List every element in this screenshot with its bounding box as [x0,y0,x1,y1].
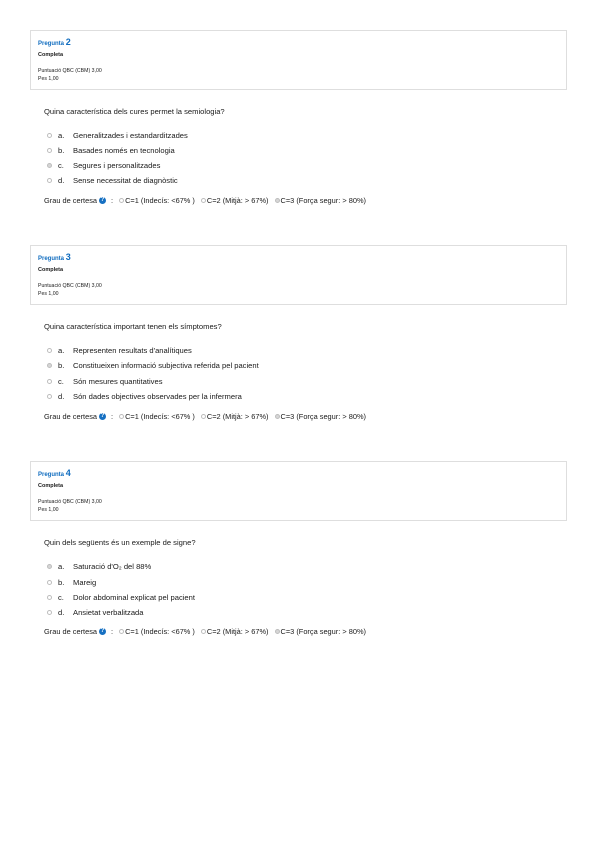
question-state: Completa [38,267,64,273]
question-number-value: 3 [65,252,71,262]
answer-radio-button[interactable] [47,379,52,384]
answer-option[interactable] [47,146,175,156]
answer-letter: d. [58,176,65,185]
answer-option[interactable] [47,361,259,371]
question-number [38,37,71,47]
answer-letter: a. [58,131,65,140]
certainty-option[interactable] [119,412,195,422]
question-label: Pregunta [38,41,65,47]
certainty-separator: : [111,627,114,636]
question-grade-block [38,68,102,83]
certainty-option[interactable] [201,627,269,637]
certainty-separator: : [111,412,114,421]
certainty-option-text: C=2 (Mitjà: > 67%) [206,627,269,636]
certainty-radio-button[interactable] [201,629,206,634]
question-help-icon[interactable]: ? [100,196,105,203]
certainty-option-text: C=2 (Mitjà: > 67%) [206,412,269,421]
answer-text: Segures i personalitzades [73,161,161,170]
certainty-separator: : [111,196,114,205]
question-text: Quin dels següents és un exemple de signe? [44,538,196,547]
question-grade: Puntuació QBC (CBM) 3,00 [38,68,102,74]
certainty-option[interactable] [119,196,195,206]
question-weight: Pes 1,00 [38,75,59,82]
certainty-option-text: C=1 (Indecís: <67% ) [125,412,195,421]
answer-letter: d. [58,608,65,617]
question-state: Completa [38,52,64,58]
certainty-row [44,412,372,422]
answer-option[interactable] [47,346,192,356]
answer-radio-button[interactable] [47,363,52,368]
answer-text: Mareig [73,578,97,587]
answer-radio-button[interactable] [47,178,52,183]
answer-radio-button[interactable] [47,133,52,138]
question-grade: Puntuació QBC (CBM) 3,00 [38,499,102,505]
question-grade-block [38,283,102,298]
answer-radio-button[interactable] [47,163,52,168]
answer-option[interactable] [47,593,195,603]
answer-radio-button[interactable] [47,595,52,600]
certainty-radio-button[interactable] [119,629,124,634]
question-text: Quina característica important tenen els símptomes? [44,322,222,331]
answer-option[interactable] [47,161,160,171]
answer-letter: a. [58,346,65,355]
answer-option[interactable] [47,608,144,618]
question-weight: Pes 1,00 [38,506,59,513]
answer-letter: c. [58,377,64,386]
answer-text: Constitueixen informació subjectiva referida pel pacient [73,361,259,370]
answer-letter: c. [58,161,64,170]
answer-option[interactable] [47,392,242,402]
answer-option[interactable] [47,578,96,588]
certainty-label: Grau de certesa [44,412,97,421]
answer-letter: b. [58,361,65,370]
answer-letter: b. [58,146,65,155]
certainty-option[interactable] [201,196,269,206]
certainty-option[interactable] [201,412,269,422]
certainty-radio-button[interactable] [275,629,280,634]
certainty-option-text: C=3 (Força segur: > 80%) [280,196,366,205]
certainty-option-text: C=3 (Força segur: > 80%) [280,412,366,421]
question-grade: Puntuació QBC (CBM) 3,00 [38,283,102,289]
answer-option[interactable] [47,377,163,387]
certainty-radio-button[interactable] [119,414,124,419]
certainty-row [44,627,372,637]
question-grade-block [38,499,102,514]
certainty-option[interactable] [275,627,366,637]
answer-text: Representen resultats d'analítiques [73,346,192,355]
question-number [38,468,71,478]
certainty-row [44,196,372,206]
certainty-radio-button[interactable] [119,198,124,203]
answer-letter: a. [58,562,65,571]
answer-text: Dolor abdominal explicat pel pacient [73,593,195,602]
question-number-value: 2 [65,37,71,47]
answer-text: Són dades objectives observades per la infermera [73,392,242,401]
answer-option[interactable] [47,176,178,186]
answer-radio-button[interactable] [47,348,52,353]
certainty-option[interactable] [275,196,366,206]
answer-text: Sense necessitat de diagnòstic [73,176,178,185]
question-text: Quina característica dels cures permet la semiologia? [44,107,225,116]
certainty-option-text: C=2 (Mitjà: > 67%) [206,196,269,205]
certainty-option-text: C=1 (Indecís: <67% ) [125,627,195,636]
question-number [38,252,71,262]
certainty-label: Grau de certesa [44,196,97,205]
certainty-radio-button[interactable] [275,198,280,203]
question-info-box [30,30,567,90]
answer-text: Saturació d'O₂ del 88% [73,562,152,571]
answer-radio-button[interactable] [47,580,52,585]
certainty-option[interactable] [119,627,195,637]
answer-radio-button[interactable] [47,394,52,399]
question-label: Pregunta [38,472,65,478]
answer-letter: c. [58,593,64,602]
certainty-option-text: C=3 (Força segur: > 80%) [280,627,366,636]
question-label: Pregunta [38,256,65,262]
certainty-radio-button[interactable] [201,198,206,203]
answer-text: Ansietat verbalitzada [73,608,144,617]
question-help-icon[interactable]: ? [100,627,105,634]
answer-radio-button[interactable] [47,148,52,153]
answer-option[interactable] [47,562,151,572]
answer-letter: d. [58,392,65,401]
answer-option[interactable] [47,131,188,141]
certainty-label: Grau de certesa [44,627,97,636]
answer-text: Són mesures quantitatives [73,377,163,386]
certainty-option-text: C=1 (Indecís: <67% ) [125,196,195,205]
certainty-radio-button[interactable] [201,414,206,419]
certainty-option[interactable] [275,412,366,422]
answer-text: Generalitzades i estandarditzades [73,131,188,140]
question-weight: Pes 1,00 [38,290,59,297]
answer-radio-button[interactable] [47,564,52,569]
answer-radio-button[interactable] [47,610,52,615]
question-state: Completa [38,483,64,489]
answer-text: Basades només en tecnologia [73,146,175,155]
question-info-box [30,245,567,305]
certainty-radio-button[interactable] [275,414,280,419]
question-number-value: 4 [65,468,71,478]
question-info-box [30,461,567,521]
answer-letter: b. [58,578,65,587]
question-help-icon[interactable]: ? [100,412,105,419]
